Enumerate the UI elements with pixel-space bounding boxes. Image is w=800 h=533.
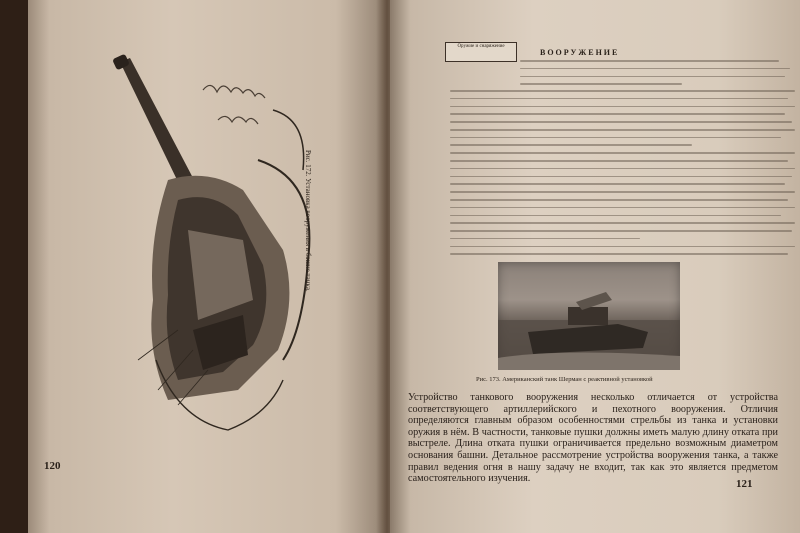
- page-number-right: 121: [736, 478, 753, 490]
- body-paragraph: Устройство танкового вооружения несколько отличается от устройства соответствующего артиллерийского и пехотного вооружения. Отличия определяются главным образом особенностями стрельбы из танка и установки оружия в нём. В частности, танковые пушки должны иметь малую длину отката при выстреле. Длина отката пушки ограничивается предельно возможным диаметром основания башни. Детальное рассмотрение устройства вооружения танка, а также правил ведения огня в нашу задачу не входит, так как это является предметом самостоятельного изучения.: [408, 392, 778, 485]
- section-heading: ВООРУЖЕНИЕ: [540, 48, 620, 57]
- figure-caption-172: Рис. 172. Установка вооружения в башне танка.: [304, 150, 312, 292]
- tank-photograph: [498, 262, 680, 370]
- main-text-block: [450, 90, 795, 261]
- page-number-left: 120: [44, 460, 61, 472]
- tank-turret-armament-illustration: [28, 0, 390, 533]
- left-page: [28, 0, 390, 533]
- upper-text-block: [520, 60, 790, 91]
- side-box-label: Оружие и снаряжение: [445, 42, 517, 62]
- right-page: [390, 0, 800, 533]
- figure-caption-173: Рис. 173. Американский танк Шерман с реактивной установкой: [476, 376, 653, 383]
